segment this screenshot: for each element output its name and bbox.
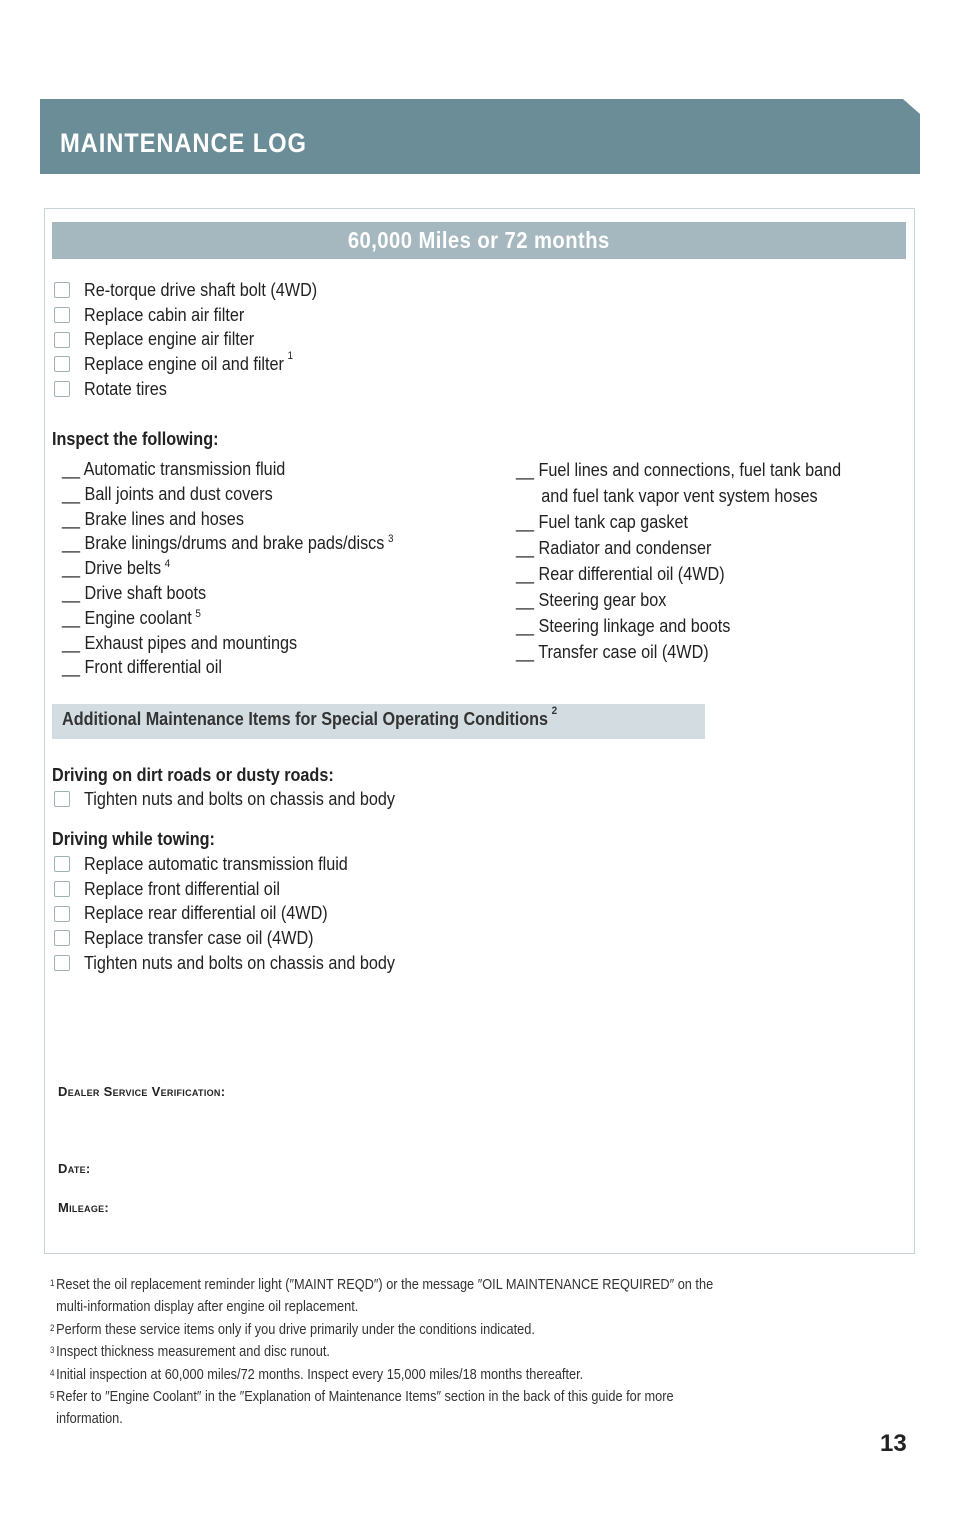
list-item: __ Exhaust pipes and mountings xyxy=(62,632,298,653)
task-label xyxy=(84,349,294,375)
list-item: __ Brake lines and hoses xyxy=(62,508,244,529)
inspect-list-left xyxy=(62,457,430,680)
list-item xyxy=(62,556,393,581)
list-item xyxy=(52,278,343,303)
footnote-continuation xyxy=(50,1408,789,1430)
special-title-text: Additional Maintenance Items for Special Operating Conditions xyxy=(62,709,549,729)
interval-title: 60,000 Miles or 72 months xyxy=(348,227,610,253)
list-item-continuation: and fuel tank vapor vent system hoses xyxy=(541,486,818,506)
list-item: __ Drive shaft boots xyxy=(62,582,207,603)
list-item xyxy=(52,787,430,812)
task-label: Re-torque drive shaft bolt (4WD) xyxy=(84,279,318,300)
checkbox[interactable] xyxy=(54,356,70,372)
footnote-ref: 5 xyxy=(195,607,201,620)
task-label-text: Replace engine oil and filter xyxy=(84,353,284,374)
footnote-text: Initial inspection at 60,000 miles/72 months. Inspect every 15,000 miles/18 months thereafter. xyxy=(56,1366,584,1383)
item-text: __ Brake linings/drums and brake pads/discs xyxy=(62,533,385,554)
list-item: __ Radiator and condenser xyxy=(516,538,712,558)
mileage-label: Mileage: xyxy=(58,1200,110,1215)
footnote-text: Inspect thickness measurement and disc runout. xyxy=(56,1344,330,1361)
task-label: Tighten nuts and bolts on chassis and body xyxy=(84,788,396,809)
footnote-continuation xyxy=(50,1296,789,1318)
task-checklist xyxy=(52,278,343,401)
checkbox[interactable] xyxy=(54,881,70,897)
list-item xyxy=(52,852,430,877)
towing-checklist xyxy=(52,852,430,975)
list-item xyxy=(52,327,343,352)
dirt-roads-checklist xyxy=(52,787,430,812)
footnote-text: Reset the oil replacement reminder light (″MAINT REQD″) or the message ″OIL MAINTENANCE REQUIRED″ on the xyxy=(56,1277,714,1293)
footnote-number: 1 xyxy=(50,1278,55,1288)
dirt-roads-heading: Driving on dirt roads or dusty roads: xyxy=(52,765,334,785)
task-label: Replace transfer case oil (4WD) xyxy=(84,927,314,948)
footnote-number: 2 xyxy=(50,1322,55,1333)
footnote-text: multi-information display after engine oil replacement. xyxy=(56,1299,359,1316)
checkbox[interactable] xyxy=(54,906,70,922)
item-text: __ Engine coolant xyxy=(62,607,192,628)
footnotes xyxy=(50,1274,890,1431)
checkbox[interactable] xyxy=(54,307,70,323)
item-text: __ Drive belts xyxy=(62,558,162,579)
task-label: Replace front differential oil xyxy=(84,878,281,899)
list-item xyxy=(52,877,430,902)
list-item: __ Automatic transmission fluid xyxy=(62,459,286,479)
list-item: __ Front differential oil xyxy=(62,657,223,678)
task-label: Replace engine air filter xyxy=(84,329,255,350)
checkbox[interactable] xyxy=(54,955,70,971)
footnote xyxy=(50,1386,789,1408)
list-item: __ Rear differential oil (4WD) xyxy=(516,564,725,584)
footnote-ref: 2 xyxy=(551,705,558,717)
footnote xyxy=(50,1364,789,1386)
footnote-number: 3 xyxy=(50,1345,55,1356)
list-item xyxy=(52,926,430,951)
inspect-heading: Inspect the following: xyxy=(52,429,219,449)
towing-heading: Driving while towing: xyxy=(52,829,215,849)
dealer-verification-label: Dealer Service Verification: xyxy=(58,1084,226,1099)
list-item xyxy=(52,377,343,402)
list-item: __ Steering gear box xyxy=(516,590,667,610)
footnote xyxy=(50,1274,789,1296)
task-label: Replace automatic transmission fluid xyxy=(84,853,348,874)
list-item: __ Transfer case oil (4WD) xyxy=(516,642,709,662)
special-conditions-title xyxy=(62,705,558,730)
footnote xyxy=(50,1341,789,1363)
footnote-ref: 1 xyxy=(287,349,294,362)
checkbox[interactable] xyxy=(54,332,70,348)
task-label: Tighten nuts and bolts on chassis and body xyxy=(84,952,396,973)
list-item xyxy=(62,606,393,631)
checkbox[interactable] xyxy=(54,791,70,807)
checkbox[interactable] xyxy=(54,381,70,397)
footnote-text: Refer to ″Engine Coolant″ in the ″Explanation of Maintenance Items″ section in the back of this guide for more xyxy=(56,1389,674,1406)
list-item xyxy=(52,951,430,976)
list-item: __ Fuel lines and connections, fuel tank band xyxy=(516,460,842,480)
footnote-number: 5 xyxy=(50,1390,55,1401)
date-label: Date: xyxy=(58,1161,91,1176)
inspect-list-right xyxy=(516,457,877,665)
task-label: Replace rear differential oil (4WD) xyxy=(84,903,328,924)
list-item: __ Steering linkage and boots xyxy=(516,616,731,636)
task-label: Replace cabin air filter xyxy=(84,304,245,325)
checkbox[interactable] xyxy=(54,856,70,872)
footnote-text: Perform these service items only if you drive primarily under the conditions indicated. xyxy=(56,1321,535,1338)
task-label: Rotate tires xyxy=(84,378,167,399)
list-item xyxy=(62,531,393,556)
footnote-ref: 3 xyxy=(387,533,394,546)
list-item: __ Fuel tank cap gasket xyxy=(516,512,689,532)
page-title: MAINTENANCE LOG xyxy=(60,128,307,158)
interval-bar xyxy=(52,222,906,259)
footnote-ref: 4 xyxy=(164,558,171,571)
footnote-text: information. xyxy=(56,1411,123,1428)
footnote xyxy=(50,1319,789,1341)
list-item xyxy=(52,349,343,377)
page-number: 13 xyxy=(880,1430,907,1457)
footnote-number: 4 xyxy=(50,1367,55,1378)
checkbox[interactable] xyxy=(54,282,70,298)
list-item xyxy=(52,901,430,926)
list-item: __ Ball joints and dust covers xyxy=(62,483,273,504)
checkbox[interactable] xyxy=(54,930,70,946)
list-item xyxy=(52,303,343,328)
